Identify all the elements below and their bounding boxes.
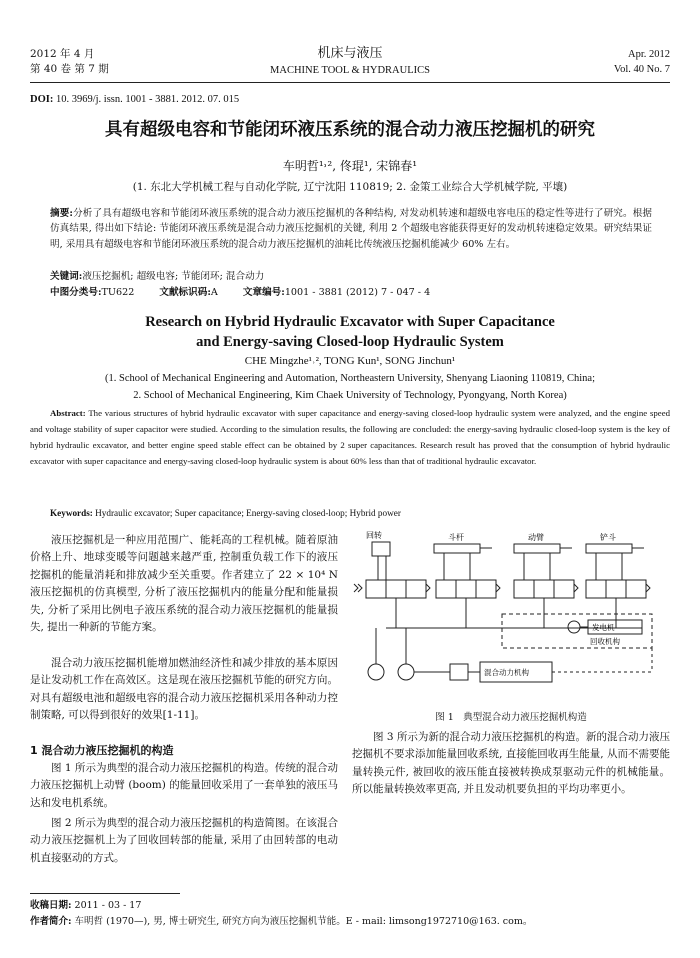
intro-paragraph-1: 液压挖掘机是一种应用范围广、能耗高的工程机械。随着原油价格上升、地球变暖等问题越来越严重, 控制重负载工作下的液压挖掘机的能量消耗和排放减少至关重要。作者建立了 22 × 10⁴ N 液压挖掘机的仿真模型, 分析了液压挖掘机内的能量分配和能量损失, 分析了采用比例电子液压系统的混合动力液压挖掘机的能量损失, 提出一种新的节能方案。 xyxy=(30,534,338,634)
title-en-line-2: and Energy-saving Closed-loop Hydraulic System xyxy=(196,334,504,350)
abstract-cn-text: 分析了具有超级电容和节能闭环液压系统的混合动力液压挖掘机的各种结构, 对发动机转速和超级电容电压的稳定性等进行了研究。根据仿真结果, 得出如下结论: 节能闭环液压系统是混合动力液压挖掘机的关键, 利用 2 个超级电容能获得更好的发动机转速稳定效果。研究结果证明, 采用具有超级电容和节能闭环液压系统的混合动力液压挖掘机的油耗比传统液压挖掘机能减少 60% 左右。 xyxy=(50,208,652,250)
doi-value: 10. 3969/j. issn. 1001 - 3881. 2012. 07. 015 xyxy=(55,94,240,105)
author-bio xyxy=(30,915,670,928)
header-date-cn: 2012 年 4 月 xyxy=(30,48,95,60)
title-cn: 具有超级电容和节能闭环液压系统的混合动力液压挖掘机的研究 xyxy=(105,120,595,140)
bucket-cylinder-icon xyxy=(586,544,632,553)
label-bucket: 铲斗 xyxy=(600,533,616,542)
abstract-cn xyxy=(50,206,652,252)
header-volume-cn: 第 40 卷 第 7 期 xyxy=(30,63,109,75)
keywords-en xyxy=(50,506,670,520)
doi-label: DOI: xyxy=(30,94,54,105)
abstract-en-label: Abstract: xyxy=(50,408,86,418)
label-hybrid: 混合动力机构 xyxy=(484,668,529,677)
doi-line xyxy=(30,94,239,105)
header-volume-en: Vol. 40 No. 7 xyxy=(613,64,670,75)
journal-title-en: MACHINE TOOL & HYDRAULICS xyxy=(270,65,430,76)
section-1-paragraph-2: 图 2 所示为典型的混合动力液压挖掘机的构造简图。在该混合动力液压挖掘机上为了回收回转部的能量, 采用了由回转部的电动机直接驱动的方式。 xyxy=(30,817,338,864)
received-label: 收稿日期: xyxy=(30,900,72,911)
valve-3-icon xyxy=(514,580,574,598)
label-stick: 斗杆 xyxy=(448,533,464,542)
section-1-title: 1 混合动力液压挖掘机的构造 xyxy=(30,744,174,757)
authors-cn: 车明哲¹˒², 佟琨¹, 宋锦春¹ xyxy=(282,159,418,173)
article-number-label: 文章编号: xyxy=(242,287,285,298)
valve-1-icon xyxy=(366,580,426,598)
pump-1-icon xyxy=(368,664,384,680)
doc-code-label: 文献标识码: xyxy=(159,287,211,298)
right-paragraph-1: 图 3 所示为新的混合动力液压挖掘机的构造。新的混合动力液压挖掘机不要求添加能量回收系统, 直接能回收再生能量, 从而不需要能量转换元件, 被回收的液压能直接被转换成泵驱动元件的机械能量。所以能量转换效率更高, 并且发动机要负担的平均功率更小。 xyxy=(352,731,670,796)
pump-2-icon xyxy=(398,664,414,680)
footnote-rule xyxy=(30,893,180,894)
clc-label: 中图分类号: xyxy=(50,287,102,298)
recovery-mechanism-box xyxy=(502,614,652,648)
figure-1 xyxy=(352,528,670,708)
abstract-en-text: The various structures of hybrid hydraulic excavator with super capacitance and energy-saving closed-loop hydraulic system were analyzed, and the engine speed and voltage stability of super capacitor were studied. According to the simulation results, the following are concluded: the energy-saving hydraulic closed-loop system is the key of hybrid hydraulic excavator, and better engine speed stable effect can be obtained by 2 super capacitances. Research result has proved that the consumption of hybrid hydraulic excavator with super capacitance and energy-saving closed-loop hydraulic system is about 60% less than that of traditional hydraulic excavator. xyxy=(30,408,670,467)
figure-1-diagram xyxy=(352,528,670,708)
engine-icon xyxy=(450,664,468,680)
keywords-cn-label: 关键词: xyxy=(50,271,83,282)
valve-2-icon xyxy=(436,580,496,598)
label-generator: 发电机 xyxy=(592,623,615,632)
classification-line xyxy=(50,285,652,300)
received-value: 2011 - 03 - 17 xyxy=(74,900,142,911)
abstract-en xyxy=(30,405,670,469)
keywords-en-text: Hydraulic excavator; Super capacitance; Energy-saving closed-loop; Hybrid power xyxy=(95,508,401,518)
clc-value: TU622 xyxy=(101,287,135,298)
author-bio-text: 车明哲 (1970—), 男, 博士研究生, 研究方向为液压挖掘机节能。E - mail: limsong1972710@163. com。 xyxy=(74,916,533,927)
journal-title-cn: 机床与液压 xyxy=(317,46,383,61)
abstract-cn-label: 摘要: xyxy=(50,208,73,219)
article-number-value: 1001 - 3881 (2012) 7 - 047 - 4 xyxy=(284,287,431,298)
valve-4-icon xyxy=(586,580,646,598)
stick-cylinder-icon xyxy=(434,544,480,553)
received-date xyxy=(30,899,141,912)
authors-en: CHE Mingzhe¹˒², TONG Kun¹, SONG Jinchun¹ xyxy=(244,355,456,367)
doc-code-value: A xyxy=(210,287,218,298)
figure-1-caption: 图 1 典型混合动力液压挖掘机构造 xyxy=(435,712,587,723)
label-boom: 动臂 xyxy=(528,533,544,542)
affiliation-en-2: 2. School of Mechanical Engineering, Kim Chaek University of Technology, Pyongyang, North Korea) xyxy=(133,390,567,401)
keywords-cn xyxy=(50,269,652,284)
boom-cylinder-icon xyxy=(514,544,560,553)
swing-motor-icon xyxy=(372,542,390,556)
label-swing: 回转 xyxy=(366,531,382,540)
affiliation-cn: (1. 东北大学机械工程与自动化学院, 辽宁沈阳 110819; 2. 金策工业综合大学机械学院, 平壤) xyxy=(132,181,568,193)
header-rule xyxy=(30,82,670,83)
keywords-cn-text: 液压挖掘机; 超级电容; 节能闭环; 混合动力 xyxy=(82,271,265,282)
title-en-line-1: Research on Hybrid Hydraulic Excavator with Super Capacitance xyxy=(145,314,555,330)
author-bio-label: 作者简介: xyxy=(30,916,72,927)
affiliation-en-1: (1. School of Mechanical Engineering and Automation, Northeastern University, Shenyang Liaoning 110819, China; xyxy=(105,373,595,384)
section-1-paragraph-1: 图 1 所示为典型的混合动力液压挖掘机的构造。传统的混合动力液压挖掘机上动臂 (boom) 的能量回收采用了一套单独的液压马达和发电机系统。 xyxy=(30,762,338,809)
intro-paragraph-2: 混合动力液压挖掘机能增加燃油经济性和减少排放的基本原因是让发动机工作在高效区。这是现在液压挖掘机节能的研究方向。对具有超级电池和超级电容的混合动力液压挖掘机采用各种动力控制策略, 可以得到很好的效果[1-11]。 xyxy=(30,657,338,722)
header-date-en: Apr. 2012 xyxy=(628,49,670,60)
keywords-en-label: Keywords: xyxy=(50,508,93,518)
label-recovery: 回收机构 xyxy=(590,637,620,646)
